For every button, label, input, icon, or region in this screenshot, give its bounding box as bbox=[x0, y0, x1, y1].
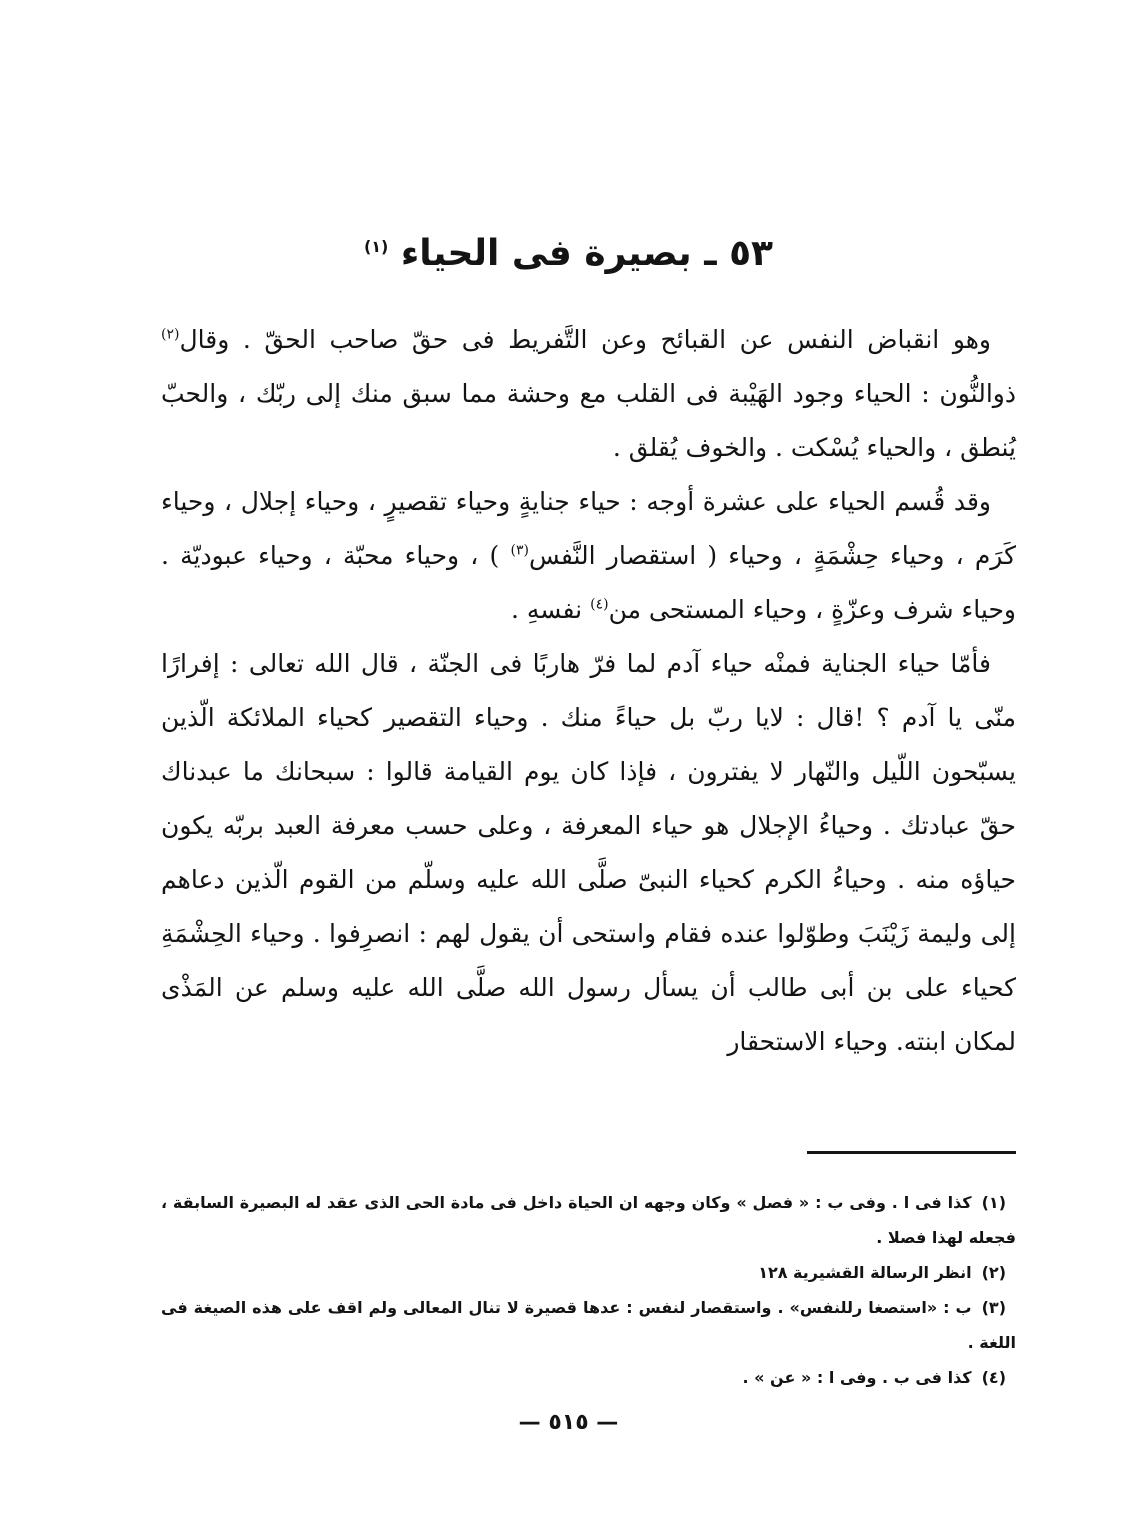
footnote-separator bbox=[807, 1151, 1016, 1154]
paragraph-ten-types bbox=[161, 475, 1016, 637]
footnote-number: (٢) bbox=[981, 1263, 1006, 1282]
paragraph-text: وقد قُسم الحياء على عشرة أوجه : حياء جنايةٍ وحياء تقصيرٍ ، وحياء إجلال ، وحياء كَرَم ، وحياء حِشْمَةٍ ، وحياء ( استقصار النَّفس bbox=[161, 487, 1016, 570]
footnote-text: انظر الرسالة القشيرية ١٢٨ bbox=[758, 1263, 972, 1282]
paragraph-text: نفسهِ . bbox=[510, 595, 591, 624]
paragraph-text: وهو انقباض النفس عن القبائح وعن التَّفريط فى حقّ صاحب الحقّ . وقال bbox=[179, 325, 991, 354]
paragraph-text: ) ، وحياء محبّة ، وحياء عبوديّة . وحياء شرف وعزّةٍ ، وحياء المستحى من bbox=[161, 541, 1016, 624]
footnote-ref: (٣) bbox=[510, 542, 529, 559]
footnote-ref: (٤) bbox=[590, 596, 609, 613]
paragraph-text: ذوالنُّون : الحياء وجود الهَيْبة فى القلب مع وحشة مما سبق منك إلى ربّك ، والحبّ يُنطق ، والحياء يُسْكت . والخوف يُقلق . bbox=[161, 379, 1016, 462]
footnote-number: (٣) bbox=[981, 1298, 1006, 1317]
paragraph-explanations: فأمّا حياء الجناية فمنْه حياء آدم لما فرّ هاربًا فى الجنّة ، قال الله تعالى : إفرارًا منّى يا آدم ؟ !قال : لايا ربّ بل حياءً منك . وحياء التقصير كحياء الملائكة الّذين يسبّحون اللّيل والنّهار لا يفترون ، فإذا كان يوم القيامة قالوا : سبحانك ما عبدناك حقّ عبادتك . وحياءُ الإجلال هو حياء المعرفة ، وعلى حسب معرفة العبد بربّه يكون حياؤه منه . وحياءُ الكرم كحياء النبىّ صلَّى الله عليه وسلّم من القوم الّذين دعاهم إلى وليمة زَيْنَبَ وطوّلوا عنده فقام واستحى أن يقول لهم : انصرِفوا . وحياء الحِشْمَةِ كحياء على بن أبى طالب أن يسأل رسول الله صلَّى الله عليه وسلم عن المَذْى لمكان ابنته. وحياء الاستحقار bbox=[161, 649, 1016, 1056]
footnote-text: كذا فى ا . وفى ب : « فصل » وكان وجهه ان الحياة داخل فى مادة الحى الذى عقد له البصيرة السابقة ، فجعله لهذا فصلا . bbox=[161, 1193, 1016, 1247]
title-footnote-ref: (١) bbox=[363, 237, 389, 256]
body-text bbox=[161, 313, 1016, 1069]
footnote-3 bbox=[161, 1290, 1016, 1360]
page-number: — ٥١٥ — bbox=[518, 1410, 619, 1435]
footnote-2 bbox=[161, 1255, 1016, 1290]
footnotes bbox=[161, 1185, 1016, 1395]
title-text: ٥٣ ـ بصيرة فى الحياء bbox=[400, 233, 774, 274]
footnote-text: كذا فى ب . وفى ا : « عن » . bbox=[742, 1368, 972, 1387]
page-title bbox=[0, 222, 1137, 279]
footnote-text: ب : «استصغا رللنفس» . واستقصار لنفس : عدها قصيرة لا تنال المعالى ولم اقف على هذه الصيغة فى اللغة . bbox=[161, 1298, 1016, 1352]
footnote-number: (٤) bbox=[981, 1368, 1006, 1387]
footnote-ref: (٢) bbox=[161, 326, 180, 343]
paragraph-definition bbox=[161, 313, 1016, 475]
footnote-4 bbox=[161, 1360, 1016, 1395]
footnote-1 bbox=[161, 1185, 1016, 1255]
footnote-number: (١) bbox=[981, 1193, 1006, 1212]
